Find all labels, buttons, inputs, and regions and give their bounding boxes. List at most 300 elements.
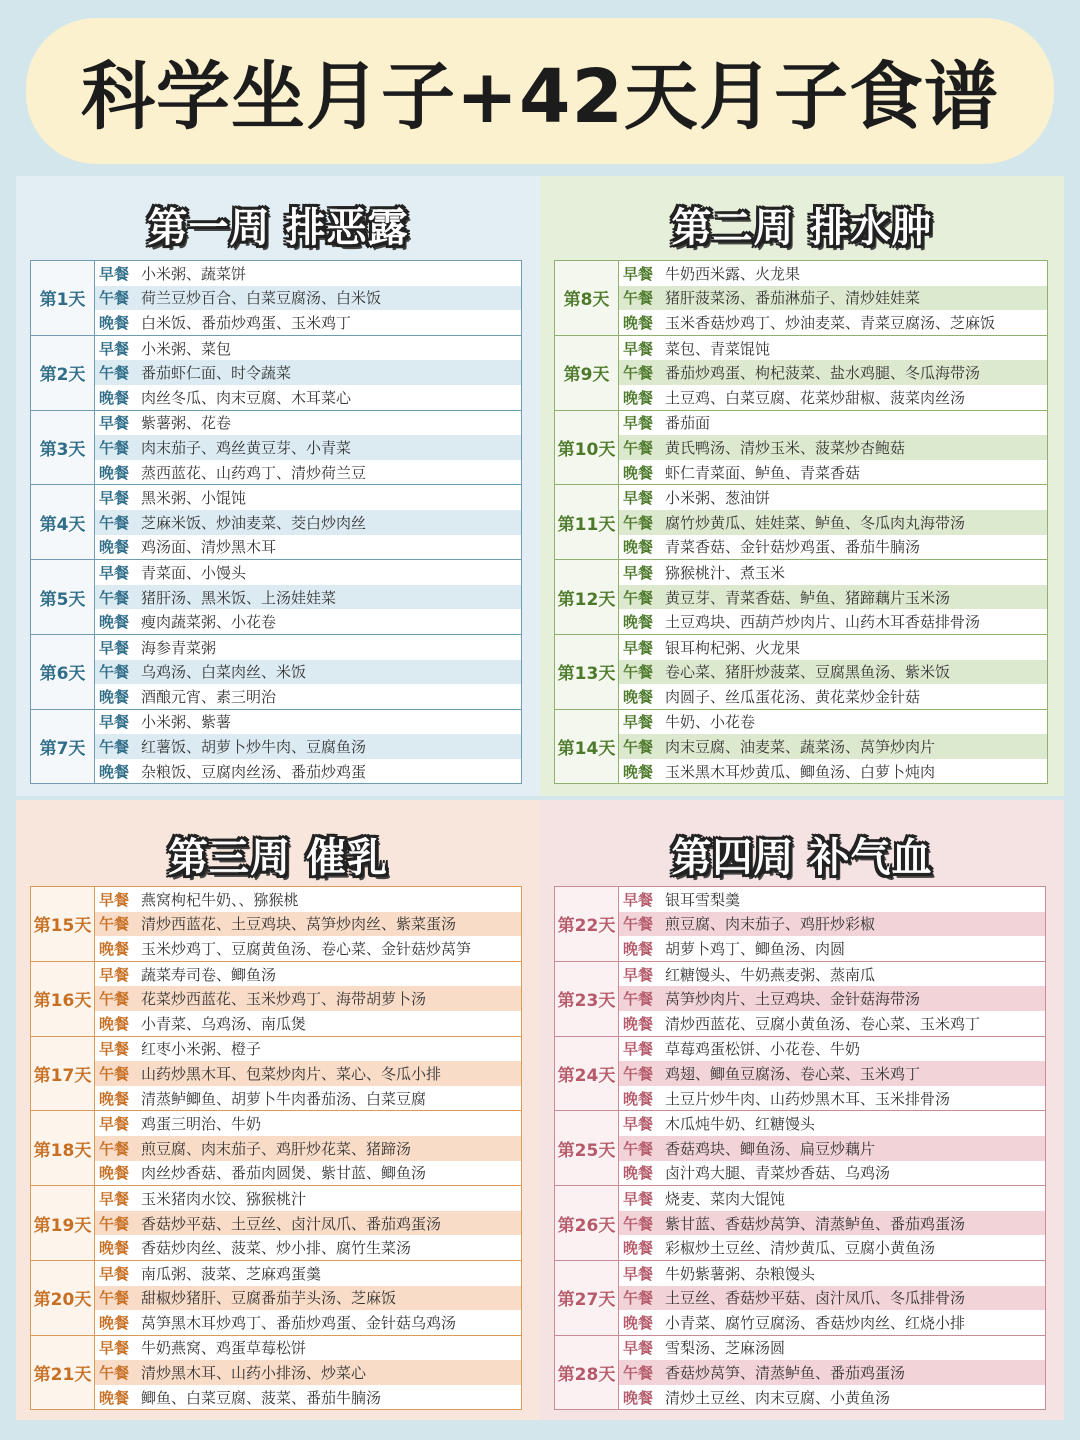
meal-row <box>95 1235 521 1260</box>
meal-row <box>95 635 521 660</box>
meal-type: 晚餐 <box>99 463 130 482</box>
meal-type: 午餐 <box>99 1139 130 1158</box>
meal-type: 早餐 <box>99 264 130 283</box>
dish-list: 黄氏鸭汤、清炒玉米、菠菜炒杏鲍菇 <box>665 438 906 457</box>
meal-type: 午餐 <box>99 1214 130 1233</box>
day-block <box>31 1037 521 1112</box>
meal-type: 早餐 <box>623 414 654 433</box>
meal-table <box>554 886 1046 1410</box>
dish-list: 小米粥、葱油饼 <box>665 489 771 508</box>
day-label: 第21天 <box>31 1336 95 1410</box>
day-block <box>31 962 521 1037</box>
dish-list: 鸡蛋三明治、牛奶 <box>141 1115 262 1134</box>
day-block <box>31 1336 521 1410</box>
meal-type: 早餐 <box>623 1189 654 1208</box>
day-block <box>555 1336 1045 1410</box>
dish-list: 香菇炒莴笋、清蒸鲈鱼、番茄鸡蛋汤 <box>665 1364 906 1383</box>
meal-type: 早餐 <box>623 1040 654 1059</box>
meal-type: 早餐 <box>623 890 654 909</box>
meal-row <box>619 936 1045 961</box>
day-block <box>555 887 1045 962</box>
meal-rows <box>619 635 1047 709</box>
meal-row <box>619 1385 1045 1410</box>
meal-row <box>95 385 521 410</box>
meal-row <box>619 1336 1045 1361</box>
dish-list: 白米饭、番茄炒鸡蛋、玉米鸡丁 <box>141 313 352 332</box>
meal-row <box>619 1161 1045 1186</box>
meal-row <box>95 936 521 961</box>
day-label: 第24天 <box>555 1037 619 1111</box>
day-label: 第27天 <box>555 1261 619 1335</box>
meal-type: 午餐 <box>623 364 654 383</box>
meal-row <box>95 1385 521 1410</box>
meal-row <box>95 286 521 311</box>
meal-row <box>95 435 521 460</box>
meal-row <box>95 485 521 510</box>
day-label: 第7天 <box>31 710 95 784</box>
meal-type: 早餐 <box>623 339 654 358</box>
meal-rows <box>95 1037 521 1111</box>
meal-rows <box>95 635 521 709</box>
day-block <box>31 635 521 710</box>
meal-type: 午餐 <box>623 1364 654 1383</box>
meal-type: 早餐 <box>623 1115 654 1134</box>
dish-list: 小青菜、乌鸡汤、南瓜煲 <box>141 1014 307 1033</box>
day-label: 第16天 <box>31 962 95 1036</box>
day-label: 第22天 <box>555 887 619 961</box>
meal-type: 早餐 <box>623 1339 654 1358</box>
meal-type: 晚餐 <box>623 762 654 781</box>
meal-row <box>95 1336 521 1361</box>
meal-type: 早餐 <box>623 264 654 283</box>
meal-row <box>95 460 521 485</box>
week-title: 第二周 排水肿 <box>671 205 933 251</box>
meal-type: 午餐 <box>99 1364 130 1383</box>
meal-type: 早餐 <box>99 713 130 732</box>
meal-type: 午餐 <box>99 990 130 1009</box>
meal-row <box>619 1186 1045 1211</box>
meal-row <box>95 1037 521 1062</box>
meal-row <box>619 560 1047 585</box>
meal-row <box>619 660 1047 685</box>
week-4-panel <box>540 800 1064 1420</box>
dish-list: 红薯饭、胡萝卜炒牛肉、豆腐鱼汤 <box>141 738 367 757</box>
page-title: 科学坐月子+42天月子食谱 <box>81 54 999 140</box>
day-label: 第9天 <box>555 336 619 410</box>
meal-row <box>95 1061 521 1086</box>
meal-rows <box>619 560 1047 634</box>
day-label: 第8天 <box>555 261 619 335</box>
dish-list: 清炒黑木耳、山药小排汤、炒菜心 <box>141 1364 367 1383</box>
meal-type: 早餐 <box>623 713 654 732</box>
meal-row <box>619 336 1047 361</box>
meal-row <box>95 710 521 735</box>
dish-list: 土豆丝、香菇炒平菇、卤汁凤爪、冬瓜排骨汤 <box>665 1289 966 1308</box>
meal-row <box>619 261 1047 286</box>
meal-type: 晚餐 <box>623 613 654 632</box>
meal-row <box>619 1211 1045 1236</box>
day-block <box>31 261 521 336</box>
meal-row <box>619 435 1047 460</box>
meal-type: 晚餐 <box>99 613 130 632</box>
meal-row <box>619 1037 1045 1062</box>
dish-list: 杂粮饭、豆腐肉丝汤、番茄炒鸡蛋 <box>141 762 367 781</box>
meal-row <box>95 411 521 436</box>
meal-type: 晚餐 <box>99 1014 130 1033</box>
dish-list: 番茄虾仁面、时令蔬菜 <box>141 364 292 383</box>
meal-row <box>95 535 521 560</box>
dish-list: 土豆鸡、白菜豆腐、花菜炒甜椒、菠菜肉丝汤 <box>665 388 966 407</box>
meal-rows <box>619 962 1045 1036</box>
meal-type: 午餐 <box>99 663 130 682</box>
meal-row <box>619 1286 1045 1311</box>
dish-list: 猕猴桃汁、煮玉米 <box>665 563 786 582</box>
day-label: 第26天 <box>555 1186 619 1260</box>
dish-list: 甜椒炒猪肝、豆腐番茄芋头汤、芝麻饭 <box>141 1289 397 1308</box>
meal-type: 晚餐 <box>623 1388 654 1407</box>
meal-rows <box>95 411 521 485</box>
meal-type: 早餐 <box>99 1264 130 1283</box>
week-title: 第四周 补气血 <box>671 835 933 881</box>
meal-rows <box>619 485 1047 559</box>
dish-list: 小青菜、腐竹豆腐汤、香菇炒肉丝、红烧小排 <box>665 1313 966 1332</box>
meal-row <box>95 360 521 385</box>
day-label: 第14天 <box>555 710 619 784</box>
meal-row <box>619 460 1047 485</box>
dish-list: 牛奶紫薯粥、杂粮馒头 <box>665 1264 816 1283</box>
meal-type: 晚餐 <box>99 538 130 557</box>
meal-type: 晚餐 <box>99 313 130 332</box>
day-label: 第10天 <box>555 411 619 485</box>
day-block <box>555 1186 1045 1261</box>
meal-row <box>95 1286 521 1311</box>
day-label: 第1天 <box>31 261 95 335</box>
meal-rows <box>619 411 1047 485</box>
meal-row <box>95 1161 521 1186</box>
meal-type: 早餐 <box>99 563 130 582</box>
meal-type: 午餐 <box>623 588 654 607</box>
meal-type: 午餐 <box>623 663 654 682</box>
meal-row <box>619 759 1047 784</box>
meal-row <box>95 336 521 361</box>
day-block <box>555 560 1047 635</box>
dish-list: 鲫鱼、白菜豆腐、菠菜、番茄牛腩汤 <box>141 1388 382 1407</box>
meal-row <box>95 560 521 585</box>
dish-list: 猪肝汤、黑米饭、上汤娃娃菜 <box>141 588 337 607</box>
day-label: 第4天 <box>31 485 95 559</box>
dish-list: 煎豆腐、肉末茄子、鸡肝炒彩椒 <box>665 915 876 934</box>
dish-list: 土豆片炒牛肉、山药炒黑木耳、玉米排骨汤 <box>665 1089 951 1108</box>
dish-list: 黑米粥、小馄饨 <box>141 489 247 508</box>
dish-list: 肉丝冬瓜、肉末豆腐、木耳菜心 <box>141 388 352 407</box>
dish-list: 紫薯粥、花卷 <box>141 414 232 433</box>
day-label: 第13天 <box>555 635 619 709</box>
dish-list: 牛奶燕窝、鸡蛋草莓松饼 <box>141 1339 307 1358</box>
day-block <box>555 635 1047 710</box>
dish-list: 玉米猪肉水饺、猕猴桃汁 <box>141 1189 307 1208</box>
day-label: 第20天 <box>31 1261 95 1335</box>
dish-list: 紫甘蓝、香菇炒莴笋、清蒸鲈鱼、番茄鸡蛋汤 <box>665 1214 966 1233</box>
dish-list: 小米粥、蔬菜饼 <box>141 264 247 283</box>
day-label: 第19天 <box>31 1186 95 1260</box>
meal-rows <box>95 560 521 634</box>
week-title: 第三周 催乳 <box>168 835 388 881</box>
meal-row <box>619 986 1045 1011</box>
meal-table <box>30 886 522 1410</box>
dish-list: 虾仁青菜面、鲈鱼、青菜香菇 <box>665 463 861 482</box>
dish-list: 卤汁鸡大腿、青菜炒香菇、乌鸡汤 <box>665 1164 891 1183</box>
meal-type: 晚餐 <box>623 313 654 332</box>
meal-row <box>95 310 521 335</box>
dish-list: 银耳枸杞粥、火龙果 <box>665 638 801 657</box>
meal-type: 午餐 <box>99 364 130 383</box>
meal-type: 午餐 <box>99 915 130 934</box>
day-block <box>31 411 521 486</box>
meal-row <box>619 1136 1045 1161</box>
day-label: 第28天 <box>555 1336 619 1410</box>
day-label: 第25天 <box>555 1111 619 1185</box>
meal-type: 晚餐 <box>99 388 130 407</box>
meal-table <box>554 260 1048 784</box>
meal-type: 午餐 <box>623 438 654 457</box>
meal-row <box>619 1310 1045 1335</box>
day-block <box>31 1111 521 1186</box>
day-label: 第11天 <box>555 485 619 559</box>
dish-list: 山药炒黑木耳、包菜炒肉片、菜心、冬瓜小排 <box>141 1064 442 1083</box>
meal-row <box>95 684 521 709</box>
meal-type: 早餐 <box>99 1115 130 1134</box>
meal-row <box>619 286 1047 311</box>
meal-type: 早餐 <box>623 638 654 657</box>
meal-rows <box>95 336 521 410</box>
meal-type: 晚餐 <box>99 1388 130 1407</box>
meal-row <box>619 734 1047 759</box>
dish-list: 鸡汤面、清炒黑木耳 <box>141 538 277 557</box>
dish-list: 草莓鸡蛋松饼、小花卷、牛奶 <box>665 1040 861 1059</box>
dish-list: 青菜面、小馒头 <box>141 563 247 582</box>
dish-list: 雪梨汤、芝麻汤圆 <box>665 1339 786 1358</box>
day-label: 第3天 <box>31 411 95 485</box>
meal-type: 午餐 <box>623 990 654 1009</box>
meal-row <box>619 710 1047 735</box>
meal-rows <box>95 1336 521 1410</box>
dish-list: 蒸西蓝花、山药鸡丁、清炒荷兰豆 <box>141 463 367 482</box>
dish-list: 银耳雪梨羹 <box>665 890 741 909</box>
meal-row <box>95 1310 521 1335</box>
dish-list: 清炒西蓝花、土豆鸡块、莴笋炒肉丝、紫菜蛋汤 <box>141 915 457 934</box>
meal-rows <box>95 962 521 1036</box>
meal-type: 晚餐 <box>623 687 654 706</box>
day-label: 第15天 <box>31 887 95 961</box>
meal-row <box>95 1186 521 1211</box>
dish-list: 肉丝炒香菇、番茄肉圆煲、紫甘蓝、鲫鱼汤 <box>141 1164 427 1183</box>
meal-type: 午餐 <box>623 1289 654 1308</box>
meal-type: 午餐 <box>623 1064 654 1083</box>
meal-type: 早餐 <box>623 489 654 508</box>
meal-row <box>95 912 521 937</box>
dish-list: 瘦肉蔬菜粥、小花卷 <box>141 613 277 632</box>
meal-type: 午餐 <box>99 438 130 457</box>
dish-list: 香菇鸡块、鲫鱼汤、扁豆炒藕片 <box>665 1139 876 1158</box>
meal-row <box>619 1011 1045 1036</box>
meal-rows <box>619 336 1047 410</box>
dish-list: 清蒸鲈鲫鱼、胡萝卜牛肉番茄汤、白菜豆腐 <box>141 1089 427 1108</box>
day-block <box>555 1111 1045 1186</box>
day-block <box>555 962 1045 1037</box>
meal-row <box>95 1211 521 1236</box>
meal-row <box>95 759 521 784</box>
meal-type: 午餐 <box>99 588 130 607</box>
meal-row <box>95 585 521 610</box>
meal-rows <box>619 1037 1045 1111</box>
meal-type: 晚餐 <box>99 1164 130 1183</box>
dish-list: 肉圆子、丝瓜蛋花汤、黄花菜炒金针菇 <box>665 687 921 706</box>
meal-row <box>95 660 521 685</box>
meal-row <box>95 609 521 634</box>
meal-row <box>619 635 1047 660</box>
week-3-panel <box>16 800 540 1420</box>
dish-list: 菜包、青菜馄饨 <box>665 339 771 358</box>
dish-list: 南瓜粥、菠菜、芝麻鸡蛋羹 <box>141 1264 322 1283</box>
meal-row <box>619 1360 1045 1385</box>
meal-type: 午餐 <box>99 289 130 308</box>
meal-type: 早餐 <box>99 1189 130 1208</box>
dish-list: 海参青菜粥 <box>141 638 217 657</box>
meal-row <box>619 609 1047 634</box>
dish-list: 小米粥、菜包 <box>141 339 232 358</box>
meal-type: 早餐 <box>99 965 130 984</box>
dish-list: 红糖馒头、牛奶燕麦粥、蒸南瓜 <box>665 965 876 984</box>
dish-list: 肉末茄子、鸡丝黄豆芽、小青菜 <box>141 438 352 457</box>
meal-type: 晚餐 <box>623 538 654 557</box>
dish-list: 黄豆芽、青菜香菇、鲈鱼、猪蹄藕片玉米汤 <box>665 588 951 607</box>
day-block <box>555 1037 1045 1112</box>
day-block <box>31 1186 521 1261</box>
meal-row <box>619 385 1047 410</box>
meal-type: 午餐 <box>623 513 654 532</box>
dish-list: 香菇炒平菇、土豆丝、卤汁凤爪、番茄鸡蛋汤 <box>141 1214 442 1233</box>
meal-type: 早餐 <box>623 965 654 984</box>
meal-row <box>619 411 1047 436</box>
day-label: 第5天 <box>31 560 95 634</box>
meal-type: 晚餐 <box>99 687 130 706</box>
meal-row <box>619 912 1045 937</box>
meal-type: 晚餐 <box>623 1164 654 1183</box>
day-block <box>555 1261 1045 1336</box>
meal-type: 早餐 <box>99 489 130 508</box>
meal-type: 晚餐 <box>623 1313 654 1332</box>
meal-type: 早餐 <box>623 1264 654 1283</box>
meal-type: 早餐 <box>99 1339 130 1358</box>
dish-list: 莴笋炒肉片、土豆鸡块、金针菇海带汤 <box>665 990 921 1009</box>
meal-type: 早餐 <box>99 890 130 909</box>
dish-list: 小米粥、紫薯 <box>141 713 232 732</box>
day-block <box>555 411 1047 486</box>
meal-row <box>619 887 1045 912</box>
meal-type: 午餐 <box>99 738 130 757</box>
day-block <box>31 336 521 411</box>
dish-list: 番茄炒鸡蛋、枸杞菠菜、盐水鸡腿、冬瓜海带汤 <box>665 364 981 383</box>
day-label: 第18天 <box>31 1111 95 1185</box>
dish-list: 清炒西蓝花、豆腐小黄鱼汤、卷心菜、玉米鸡丁 <box>665 1014 981 1033</box>
meal-type: 晚餐 <box>623 1089 654 1108</box>
dish-list: 肉末豆腐、油麦菜、蔬菜汤、莴笋炒肉片 <box>665 738 936 757</box>
dish-list: 酒酿元宵、素三明治 <box>141 687 277 706</box>
dish-list: 乌鸡汤、白菜肉丝、米饭 <box>141 663 307 682</box>
dish-list: 胡萝卜鸡丁、鲫鱼汤、肉圆 <box>665 939 846 958</box>
day-label: 第2天 <box>31 336 95 410</box>
dish-list: 燕窝枸杞牛奶、、猕猴桃 <box>141 890 299 909</box>
meal-row <box>619 535 1047 560</box>
dish-list: 烧麦、菜肉大馄饨 <box>665 1189 786 1208</box>
dish-list: 荷兰豆炒百合、白菜豆腐汤、白米饭 <box>141 289 382 308</box>
day-label: 第23天 <box>555 962 619 1036</box>
dish-list: 木瓜炖牛奶、红糖馒头 <box>665 1115 816 1134</box>
dish-list: 芝麻米饭、炒油麦菜、茭白炒肉丝 <box>141 513 367 532</box>
day-block <box>555 485 1047 560</box>
meal-rows <box>95 1186 521 1260</box>
meal-type: 午餐 <box>623 1214 654 1233</box>
meal-type: 晚餐 <box>99 1239 130 1258</box>
meal-type: 早餐 <box>623 563 654 582</box>
dish-list: 腐竹炒黄瓜、娃娃菜、鲈鱼、冬瓜肉丸海带汤 <box>665 513 966 532</box>
meal-row <box>619 585 1047 610</box>
day-block <box>31 1261 521 1336</box>
week-1-panel <box>16 176 540 796</box>
meal-row <box>619 310 1047 335</box>
day-block <box>555 336 1047 411</box>
meal-type: 晚餐 <box>623 1239 654 1258</box>
day-block <box>555 710 1047 784</box>
day-label: 第6天 <box>31 635 95 709</box>
meal-row <box>95 887 521 912</box>
meal-row <box>619 1061 1045 1086</box>
dish-list: 清炒土豆丝、肉末豆腐、小黄鱼汤 <box>665 1388 891 1407</box>
dish-list: 彩椒炒土豆丝、清炒黄瓜、豆腐小黄鱼汤 <box>665 1239 936 1258</box>
week-2-panel <box>540 176 1064 796</box>
meal-row <box>95 1011 521 1036</box>
meal-type: 午餐 <box>99 1289 130 1308</box>
meal-rows <box>619 710 1047 784</box>
dish-list: 煎豆腐、肉末茄子、鸡肝炒花菜、猪蹄汤 <box>141 1139 412 1158</box>
meal-row <box>619 360 1047 385</box>
meal-row <box>95 510 521 535</box>
meal-row <box>95 986 521 1011</box>
day-block <box>31 887 521 962</box>
dish-list: 莴笋黑木耳炒鸡丁、番茄炒鸡蛋、金针菇乌鸡汤 <box>141 1313 457 1332</box>
day-label: 第12天 <box>555 560 619 634</box>
meal-type: 午餐 <box>99 513 130 532</box>
title-banner <box>26 18 1054 164</box>
meal-row <box>95 1261 521 1286</box>
meal-row <box>619 1111 1045 1136</box>
meal-type: 午餐 <box>623 738 654 757</box>
meal-type: 晚餐 <box>99 1313 130 1332</box>
meal-type: 午餐 <box>99 1064 130 1083</box>
day-block <box>31 560 521 635</box>
meal-rows <box>95 887 521 961</box>
meal-rows <box>619 1186 1045 1260</box>
meal-type: 早餐 <box>99 339 130 358</box>
meal-type: 晚餐 <box>99 1089 130 1108</box>
day-block <box>555 261 1047 336</box>
meal-row <box>619 510 1047 535</box>
dish-list: 玉米香菇炒鸡丁、炒油麦菜、青菜豆腐汤、芝麻饭 <box>665 313 996 332</box>
meal-row <box>619 1086 1045 1111</box>
meal-row <box>95 261 521 286</box>
meal-type: 晚餐 <box>623 388 654 407</box>
dish-list: 牛奶、小花卷 <box>665 713 756 732</box>
